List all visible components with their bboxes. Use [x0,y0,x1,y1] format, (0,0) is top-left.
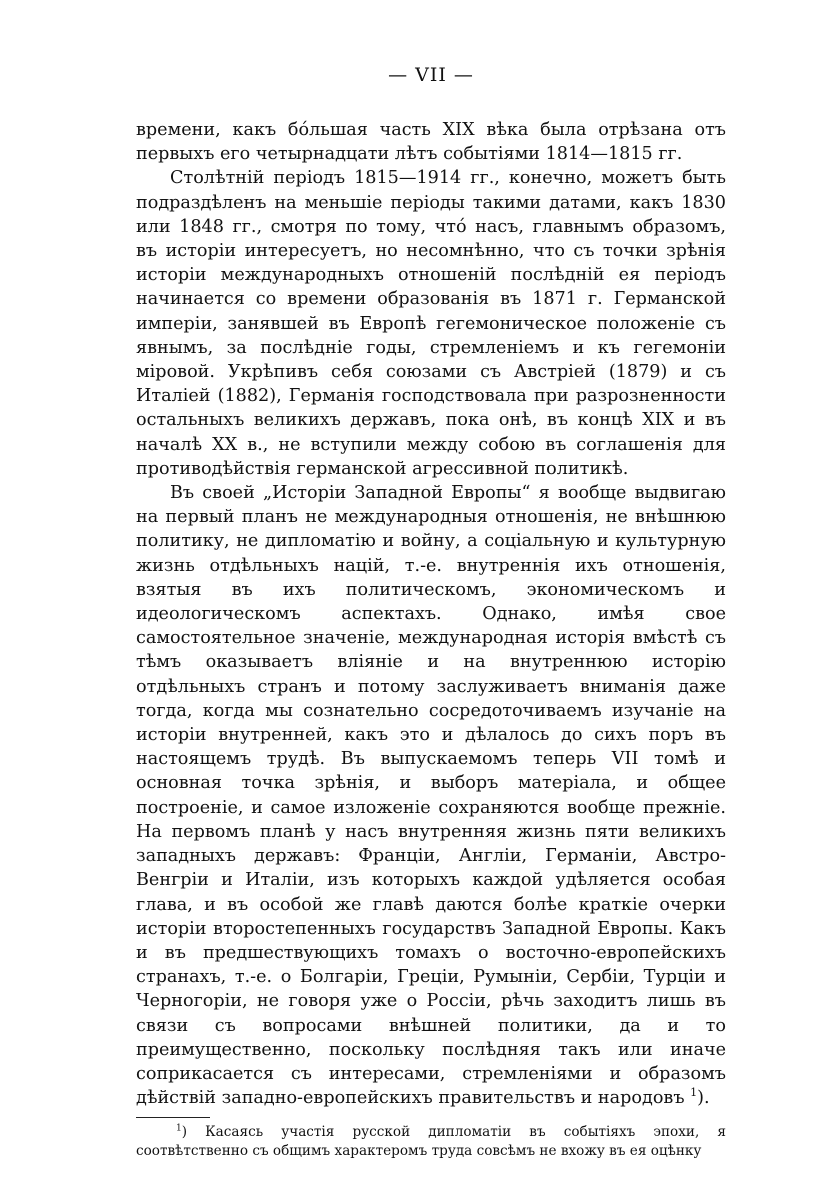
body-text [136,118,726,1110]
footnote-reference[interactable]: 1 [690,1086,698,1100]
footnote [136,1123,726,1161]
footnote-text: ) Касаясь участія русской дипломатіи въ событіяхъ эпохи, я соотвѣтственно съ общимъ характеромъ труда совсѣмъ не вхожу въ ея оцѣнку [136,1124,726,1160]
footnote-divider [136,1117,210,1118]
page-number: — VII — [388,64,474,86]
paragraph-2: Столѣтній періодъ 1815—1914 гг., конечно, можетъ быть подраздѣленъ на меньшіе періоды такими датами, какъ 1830 или 1848 гг., смотря по тому, что́ насъ, главнымъ образомъ, въ исторіи интересуетъ, но несомнѣнно, что съ точки зрѣнія исторіи международныхъ отношеній послѣдній ея періодъ начинается со времени образованія въ 1871 г. Германской имперіи, занявшей въ Европѣ гегемоническое положеніе съ явнымъ, за послѣдніе годы, стремленіемъ и къ гегемоніи міровой. Укрѣпивъ себя союзами съ Австріей (1879) и съ Италіей (1882), Германія господствовала при разрозненности остальныхъ великихъ державъ, пока онѣ, въ концѣ XIX и въ началѣ XX в., не вступили между собою въ соглашенія для противодѣйствія германской агрессивной политикѣ. [136,168,726,479]
paragraph-1: времени, какъ бо́льшая часть XIX вѣка была отрѣзана отъ первыхъ его четырнадцати лѣтъ событіями 1814—1815 гг. [136,120,726,165]
paragraph-3 [136,481,726,1110]
footnote-marker: 1 [176,1123,182,1134]
paragraph-3-tail: ). [697,1088,710,1109]
paragraph-3-text: Въ своей „Исторіи Западной Европы“ я вообще выдвигаю на первый планъ не международныя отношенія, не внѣшнюю политику, не дипломатію и войну, а соціальную и культурную жизнь отдѣльныхъ націй, т.-е. внутреннія ихъ отношенія, взятыя въ ихъ политическомъ, экономическомъ и идеологическомъ аспектахъ. Однако, имѣя свое самостоятельное значеніе, международная исторія вмѣстѣ съ тѣмъ оказываетъ вліяніе и на внутреннюю исторію отдѣльныхъ странъ и потому заслуживаетъ вниманія даже тогда, когда мы сознательно сосредоточиваемъ изучаніе на исторіи внутренней, какъ это и дѣлалось до сихъ поръ въ настоящемъ трудѣ. Въ выпускаемомъ теперь VII томѣ и основная точка зрѣнія, и выборъ матеріала, и общее построеніе, и самое изложеніе сохраняются вообще прежніе. На первомъ планѣ у насъ внутренняя жизнь пяти великихъ западныхъ державъ: Франціи, Англіи, Германіи, Австро-Венгріи и Италіи, изъ которыхъ каждой удѣляется особая глава, и въ особой же главѣ даются болѣе краткіе очерки исторіи второстепенныхъ государствъ Западной Европы. Какъ и въ предшествующихъ томахъ о восточно-европейскихъ странахъ, т.-е. о Болгаріи, Греціи, Румыніи, Сербіи, Турціи и Черногоріи, не говоря уже о Россіи, рѣчь заходитъ лишь въ связи съ вопросами внѣшней политики, да и то преимущественно, поскольку послѣдняя такъ или иначе соприкасается съ интересами, стремленіями и образомъ дѣйствій западно-европейскихъ правительствъ и народовъ [136,483,726,1109]
document-page [136,62,726,1161]
